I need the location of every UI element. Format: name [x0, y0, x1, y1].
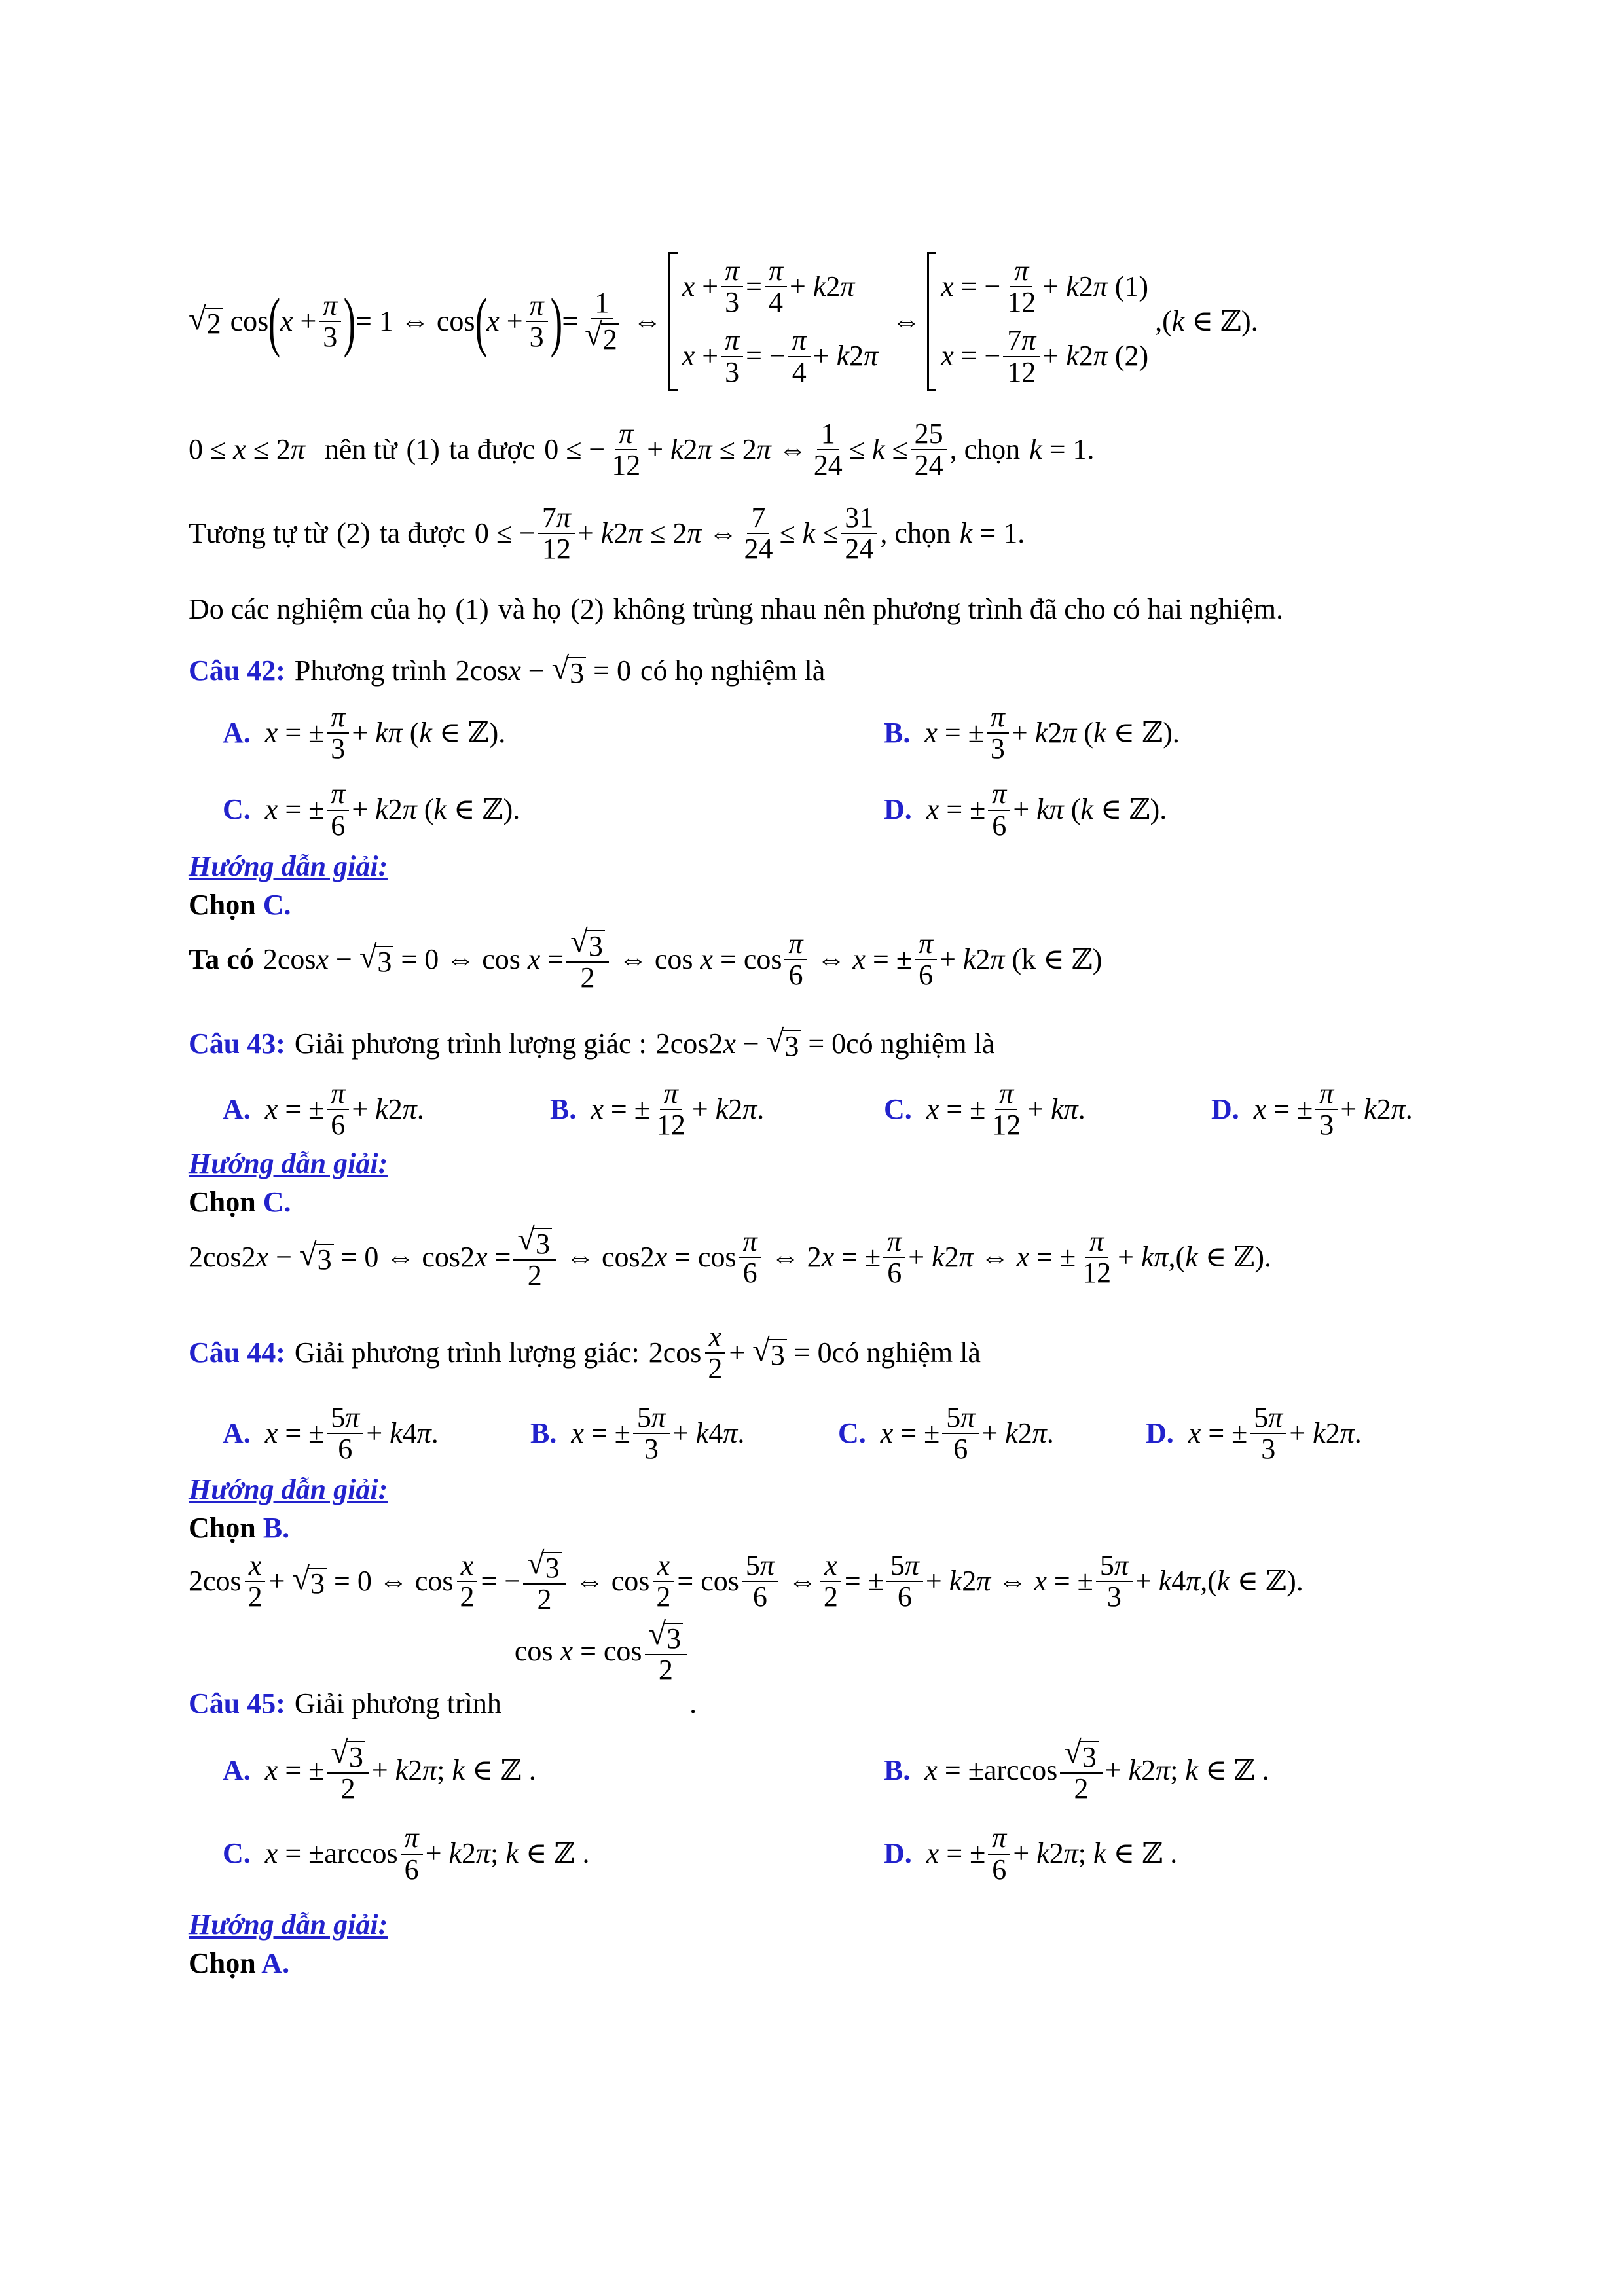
options-42	[223, 697, 1440, 851]
option-d[interactable]: D. x = ± $\frac{\pi}{6}$ + k 2 π ; k ∈ ℤ .	[884, 1821, 1178, 1886]
hint-44: Hướng dẫn giải: Chọn B.	[189, 1473, 388, 1544]
solution-43: 2cos2 x − √ 3 = 0 ⇔ cos2 x = √ 3 2 ⇔ cos2 x = cos $\frac{\pi}{6}$ ⇔ 2 x = ± $\frac{\pi}{6}$ + k 2 π ⇔ x = ± $\frac{\pi}{12}$ + kπ ,( k ∈ ℤ).	[189, 1222, 1272, 1292]
text-ta-duoc-2: ta được	[379, 516, 465, 549]
option-d[interactable]: D. x = ± $\frac{\pi}{3}$ + k 2 π .	[1211, 1077, 1413, 1141]
option-c[interactable]: C. x = ± $\frac{\pi}{6}$ + k 2 π ( k ∈ ℤ).	[223, 778, 520, 842]
equation-line-2: 0 ≤ x ≤ 2 π nên từ (1) ta được 0 ≤ − $\frac{\pi}{12}$ + k 2 π ≤ 2 π ⇔ $\frac{1}{24}$ ≤ k ≤ $\frac{25}{24}$ , chọn k = 1.	[189, 418, 1095, 482]
text-chon-2: , chọn	[880, 516, 951, 549]
equation-line-3: Tương tự từ (2) ta được 0 ≤ − $\frac{7\pi}{12}$ + k 2 π ≤ 2 π ⇔ $\frac{7}{24}$ ≤ k ≤ $\frac{31}{24}$ , chọn k = 1.	[189, 501, 1025, 565]
option-b[interactable]: B. x = ± $\frac{\pi}{3}$ + k 2 π ( k ∈ ℤ).	[884, 700, 1180, 764]
question-45: Câu 45: Giải phương trình cos x = cos √ 3 2 .	[189, 1616, 697, 1720]
option-c[interactable]: C. x = ± $\frac{5\pi}{6}$ + k 2 π .	[838, 1401, 1054, 1465]
option-b[interactable]: B. x = ± $\frac{\pi}{12}$ + k 2 π .	[550, 1077, 765, 1141]
question-42: Câu 42: Phương trình 2cos x − √ 3 = 0 có họ nghiệm là	[189, 651, 826, 689]
hint-45: Hướng dẫn giải: Chọn A.	[189, 1909, 388, 1979]
option-b[interactable]: B. x = ±arccos √ 3 2 + k 2 π ; k ∈ ℤ .	[884, 1734, 1269, 1804]
option-a[interactable]: A. x = ± $\frac{\pi}{6}$ + k 2 π .	[223, 1077, 424, 1141]
options-44	[223, 1397, 1440, 1469]
option-b[interactable]: B. x = ± $\frac{5\pi}{3}$ + k 4 π .	[530, 1401, 745, 1465]
text-tuong-tu: Tương tự từ	[189, 516, 328, 549]
option-c[interactable]: C. x = ±arccos $\frac{\pi}{6}$ + k 2 π ; k ∈ ℤ .	[223, 1821, 590, 1886]
text-chon: , chọn	[949, 433, 1021, 465]
hint-42: Hướng dẫn giải: Chọn C.	[189, 850, 1446, 923]
options-45	[223, 1728, 1440, 1895]
option-d[interactable]: D. x = ± $\frac{5\pi}{3}$ + k 2 π .	[1146, 1401, 1362, 1465]
solution-44: 2cos $\frac{x}{2}$ + √ 3 = 0 ⇔ cos $\frac{x}{2}$ = − √ 3 2 ⇔ cos $\frac{x}{2}$ = cos $\frac{5\pi}{6}$ ⇔ $\frac{x}{2}$ = ± $\frac{5\pi}{6}$ + k 2 π ⇔ x = ± $\frac{5\pi}{3}$ + k 4 π ,( k ∈ ℤ).	[189, 1546, 1304, 1616]
solution-42: Ta có 2cos x − √ 3 = 0 ⇔ cos x = √ 3 2 ⇔ cos x = cos $\frac{\pi}{6}$ ⇔ x = ± $\frac{\pi}{6}$ + k 2 π (k ∈ ℤ)	[189, 924, 1103, 994]
option-d[interactable]: D. x = ± $\frac{\pi}{6}$ + kπ ( k ∈ ℤ).	[884, 778, 1167, 842]
hint-heading: Hướng dẫn giải:	[189, 850, 388, 882]
option-a[interactable]: A. x = ± $\frac{5\pi}{6}$ + k 4 π .	[223, 1401, 439, 1465]
hint-43: Hướng dẫn giải: Chọn C.	[189, 1147, 388, 1218]
equation-line-1: √ 2 cos ( x + $\frac{\pi}{3}$ ) = 1 ⇔ cos ( x + $\frac{\pi}{3}$ ) = 1 √ 2 ⇔ x + $\frac{\pi}{3}$ = $\frac{\pi}{4}$ + k 2 π x + $\frac{\pi}{3}$ = − $\frac{\pi}{4}$ + k 2 π ⇔ x = − $\frac{\pi}{12}$ + k 2 π (1) x = − $\frac{7\pi}{12}$ + k 2 π (2) ,( k ∈ ℤ).	[189, 252, 1446, 391]
text-ta-duoc: ta được	[448, 433, 536, 465]
option-a[interactable]: A. x = ± $\frac{\pi}{3}$ + kπ ( k ∈ ℤ).	[223, 700, 506, 764]
question-43: Câu 43: Giải phương trình lượng giác : 2cos2 x − √ 3 = 0 có nghiệm là	[189, 1024, 995, 1062]
question-44: Câu 44: Giải phương trình lượng giác: 2cos $\frac{x}{2}$ + √ 3 = 0 có nghiệm là	[189, 1321, 981, 1385]
option-a[interactable]: A. x = ± √ 3 2 + k 2 π ; k ∈ ℤ .	[223, 1734, 536, 1804]
option-c[interactable]: C. x = ± $\frac{\pi}{12}$ + kπ .	[884, 1077, 1085, 1141]
text-nen-tu: nên từ	[324, 433, 397, 465]
conclusion-line: Do các nghiệm của họ (1) và họ (2) không trùng nhau nên phương trình đã cho có hai nghiệm.	[189, 593, 1284, 625]
options-43	[223, 1073, 1440, 1145]
